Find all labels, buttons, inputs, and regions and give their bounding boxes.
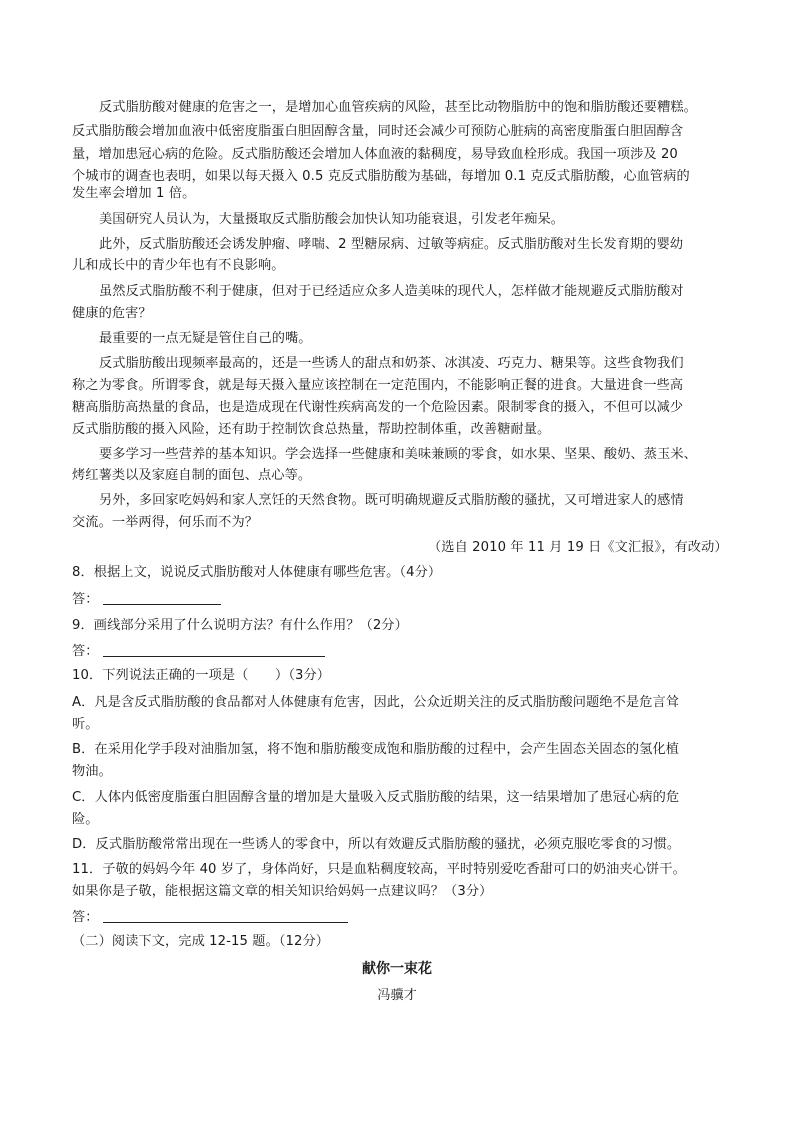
- answer-8-blank[interactable]: [103, 588, 221, 605]
- article-line: 交流。一举两得，何乐而不为？: [72, 515, 259, 530]
- article-line: 烤红薯类以及家庭自制的面包、点心等。: [72, 468, 312, 483]
- question-10: 10．下列说法正确的一项是（ ）（3分）: [72, 668, 331, 683]
- article-line: 此外，反式脂肪酸还会诱发肿瘤、哮喘、2 型糖尿病、过敏等病症。反式脂肪酸对生长发育期的婴幼: [99, 237, 684, 252]
- answer-8-row: [72, 588, 221, 612]
- option-a-line: A．凡是含反式脂肪酸的食品都对人体健康有危害，因此，公众近期关注的反式脂肪酸问题绝不是危言耸: [72, 695, 680, 710]
- answer-9-blank[interactable]: [103, 640, 325, 657]
- article-line: 反式脂肪酸出现频率最高的，还是一些诱人的甜点和奶茶、冰淇凌、巧克力、糖果等。这些食物我们: [99, 356, 684, 371]
- answer-label: 答：: [72, 592, 99, 607]
- article-line: 称之为零食。所谓零食，就是每天摄入量应该控制在一定范围内，不能影响正餐的进食。大量进食一些高: [72, 378, 684, 393]
- article-line: 个城市的调查也表明，如果以每天摄入 0.5 克反式脂肪酸为基础，每增加 0.1 克反式脂肪酸，心血管病的: [72, 169, 690, 184]
- passage-title: 献你一束花: [362, 961, 432, 977]
- article-line: 反式脂肪酸对健康的危害之一，是增加心血管疾病的风险，甚至比动物脂肪中的饱和脂肪酸还要糟糕。: [99, 100, 697, 115]
- option-c-line: C．人体内低密度脂蛋白胆固醇含量的增加是大量吸入反式脂肪酸的结果，这一结果增加了患冠心病的危: [72, 790, 680, 805]
- section-2-heading: （二）阅读下文，完成 12-15 题。（12分）: [72, 934, 330, 949]
- article-line: 健康的危害？: [72, 306, 152, 321]
- question-11: 11．子敬的妈妈今年 40 岁了，身体尚好，只是血粘稠度较高，平时特别爱吃香甜可口的奶油夹心饼干。: [72, 862, 686, 877]
- article-line: 糖高脂肪高热量的食品，也是造成现在代谢性疾病高发的一个危险因素。限制零食的摄入，不但可以减少: [72, 400, 684, 415]
- answer-label: 答：: [72, 910, 99, 925]
- article-line: 发生率会增加 1 倍。: [72, 186, 196, 201]
- option-d-line: D．反式脂肪酸常常出现在一些诱人的零食中，所以有效避反式脂肪酸的骚扰，必须克服吃零食的习惯。: [72, 837, 681, 852]
- answer-9-row: [72, 640, 325, 664]
- article-source: （选自 2010 年 11 月 19 日《文汇报》，有改动）: [428, 540, 728, 555]
- article-line: 要多学习一些营养的基本知识。学会选择一些健康和美味兼顾的零食，如水果、坚果、酸奶、蒸玉米、: [99, 447, 697, 462]
- answer-label: 答：: [72, 644, 99, 659]
- question-8: 8．根据上文，说说反式脂肪酸对人体健康有哪些危害。（4分）: [72, 565, 442, 580]
- article-line: 另外，多回家吃妈妈和家人烹饪的天然食物。既可明确规避反式脂肪酸的骚扰，又可增进家人的感情: [99, 493, 684, 508]
- article-line: 美国研究人员认为，大量摄取反式脂肪酸会加快认知功能衰退，引发老年痴呆。: [99, 212, 565, 227]
- article-line: 虽然反式脂肪酸不利于健康，但对于已经适应众多人造美味的现代人，怎样做才能规避反式脂肪酸对: [99, 284, 684, 299]
- article-line: 量，增加患冠心病的危险。反式脂肪酸还会增加人体血液的黏稠度，易导致血栓形成。我国一项涉及 20: [72, 147, 678, 162]
- answer-11-blank[interactable]: [103, 906, 348, 923]
- option-b-line: 物油。: [72, 764, 112, 779]
- article-line: 反式脂肪酸会增加血液中低密度脂蛋白胆固醇含量，同时还会减少可预防心脏病的高密度脂蛋白胆固醇含: [72, 124, 684, 139]
- option-b-line: B．在采用化学手段对油脂加氢，将不饱和脂肪酸变成饱和脂肪酸的过程中，会产生固态关固态的氢化植: [72, 742, 680, 757]
- option-a-line: 听。: [72, 717, 99, 732]
- answer-11-row: [72, 906, 348, 930]
- article-line: 反式脂肪酸的摄入风险，还有助于控制饮食总热量，帮助控制体重，改善糖耐量。: [72, 422, 551, 437]
- option-c-line: 险。: [72, 812, 99, 827]
- passage-author: 冯骥才: [377, 988, 417, 1003]
- article-line: 最重要的一点无疑是管住自己的嘴。: [99, 331, 312, 346]
- article-line: 儿和成长中的青少年也有不良影响。: [72, 258, 285, 273]
- question-11-cont: 如果你是子敬，能根据这篇文章的相关知识给妈妈一点建议吗？（3分）: [72, 884, 493, 899]
- question-9: 9．画线部分采用了什么说明方法？有什么作用？（2分）: [72, 618, 408, 633]
